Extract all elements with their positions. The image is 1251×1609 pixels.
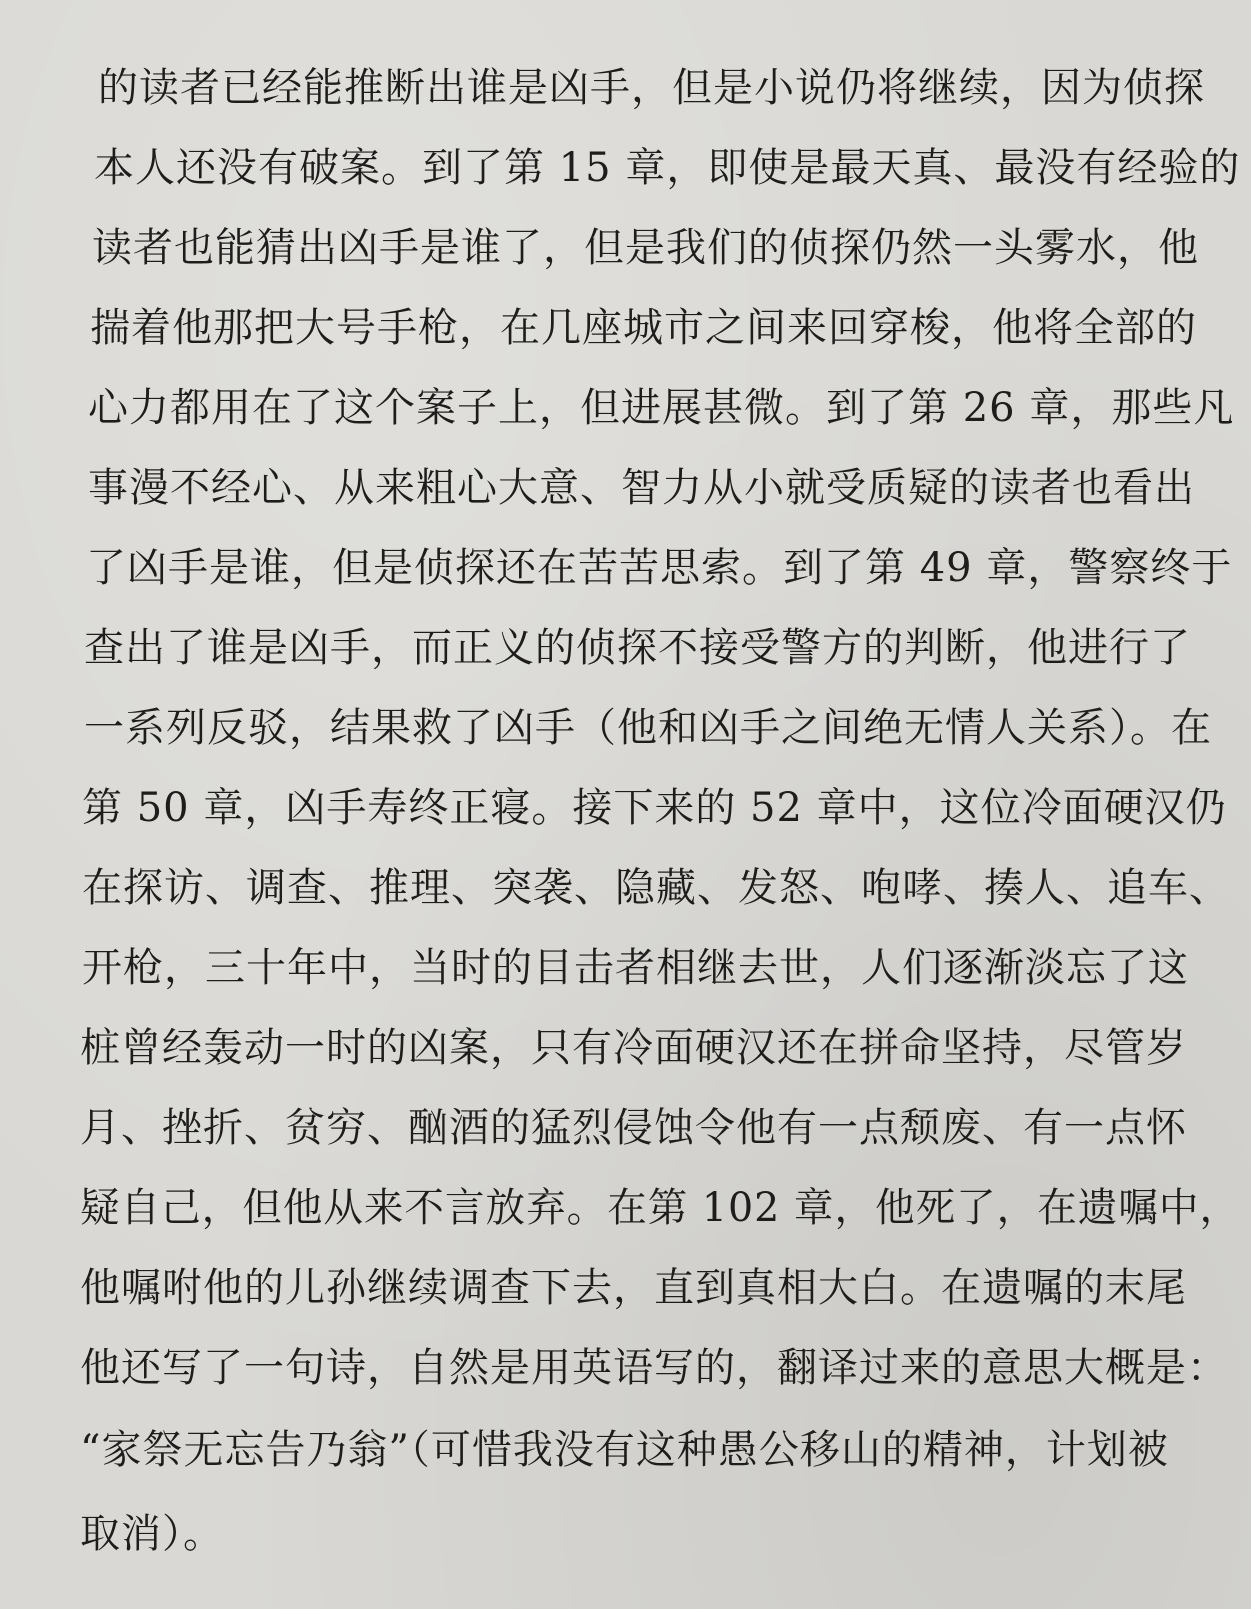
text-line-8: 查出了谁是凶手，而正义的侦探不接受警方的判断，他进行了	[84, 625, 1191, 671]
text-line-14: 月、挫折、贫穷、酗酒的猛烈侵蚀令他有一点颓废、有一点怀	[80, 1105, 1187, 1151]
text-line-5: 心力都用在了这个案子上，但进展甚微。到了第 26 章，那些凡	[88, 385, 1235, 431]
text-line-12: 开枪，三十年中，当时的目击者相继去世，人们逐渐淡忘了这	[82, 945, 1189, 991]
text-line-2: 本人还没有破案。到了第 15 章，即使是最天真、最没有经验的	[94, 145, 1241, 191]
text-line-18: “家祭无忘告乃翁”（可惜我没有这种愚公移山的精神，计划被	[80, 1427, 1169, 1473]
text-line-13: 桩曾经轰动一时的凶案，只有冷面硬汉还在拼命坚持，尽管岁	[80, 1025, 1187, 1071]
text-line-6: 事漫不经心、从来粗心大意、智力从小就受质疑的读者也看出	[88, 465, 1195, 511]
text-line-17: 他还写了一句诗，自然是用英语写的，翻译过来的意思大概是：	[80, 1345, 1228, 1391]
text-line-4: 揣着他那把大号手枪，在几座城市之间来回穿梭，他将全部的	[90, 305, 1197, 351]
text-line-15: 疑自己，但他从来不言放弃。在第 102 章，他死了，在遗嘱中，	[80, 1185, 1240, 1231]
text-line-7: 了凶手是谁，但是侦探还在苦苦思索。到了第 49 章，警察终于	[86, 545, 1233, 591]
text-line-11: 在探访、调查、推理、突袭、隐藏、发怒、咆哮、揍人、追车、	[82, 865, 1230, 911]
text-line-9: 一系列反驳，结果救了凶手（他和凶手之间绝无情人关系）。在	[84, 705, 1212, 751]
text-line-16: 他嘱咐他的儿孙继续调查下去，直到真相大白。在遗嘱的末尾	[80, 1265, 1187, 1311]
text-line-3: 读者也能猜出凶手是谁了，但是我们的侦探仍然一头雾水，他	[92, 225, 1199, 271]
text-line-10: 第 50 章，凶手寿终正寝。接下来的 52 章中，这位冷面硬汉仍	[82, 785, 1227, 831]
text-line-1: 的读者已经能推断出谁是凶手，但是小说仍将继续，因为侦探	[98, 65, 1205, 111]
text-line-19: 取消）。	[80, 1511, 224, 1557]
